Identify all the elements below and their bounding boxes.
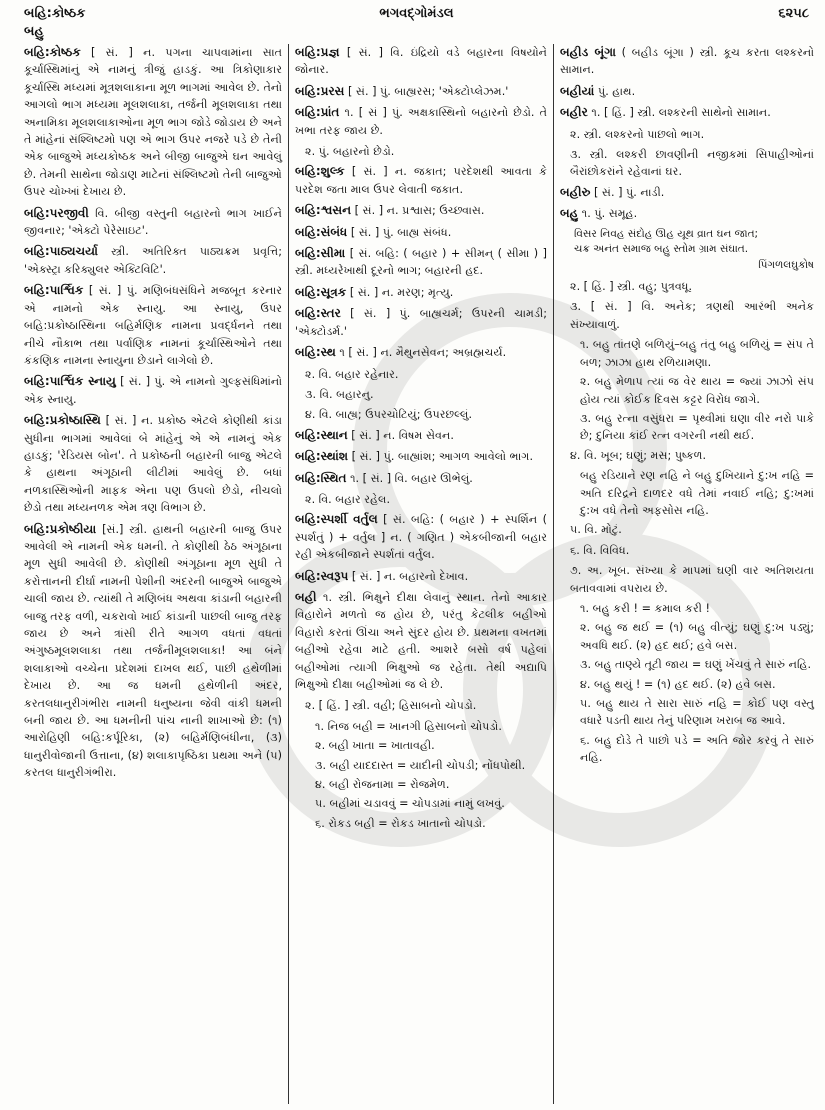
dictionary-entry [295, 202, 547, 219]
entry-headword: બહિ:પાઠ્યચર્યા [24, 244, 98, 259]
usage-example: ૩. બહુ રત્ના વસુંધરા = પૃથ્વીમાં ઘણા વીર નરો પાકે છે; દુનિયા કાંઈ રત્ન વગરની નથી થઈ. [580, 411, 814, 443]
entry-definition: સ્ત્રી. અતિરિક્ત પાઠ્યક્રમ પ્રવૃત્તિ; 'એક્સ્ટ્રા કરિક્યુલર એક્ટિવિટિ'. [24, 245, 282, 276]
dictionary-entry [560, 104, 814, 121]
column-2 [288, 44, 554, 1104]
dictionary-entry [295, 104, 547, 139]
quote-source: પિંગળલઘુકોષ [758, 258, 814, 271]
usage-example: ૧. નિજ બહી = ખાનગી હિસાબનો ચોપડો. [315, 719, 502, 733]
dictionary-entry [295, 344, 547, 361]
entry-headword: બહિ:પાર્શ્વિક [24, 283, 84, 298]
entry-definition: ૧. [ સં ] પું. અક્ષકાસ્થિનો બહારનો છેડો. તે ખભા તરફ જાય છે. [295, 106, 548, 137]
entry-definition: ૧. [ સં. ] વિ. બહાર ઊભેલું. [350, 471, 473, 485]
entry-headword: બહીયાં [560, 83, 595, 98]
column-3 [554, 44, 814, 1104]
entry-definition: ૧. [ હિં. ] સ્ત્રી. લશ્કરની સાથેનો સામાન. [591, 106, 771, 120]
entry-headword: બહિ:સ્થ [295, 345, 336, 360]
entry-definition: [ સં. ] પું. બાહ્યચર્મ; ઉપરની ચામડી; 'એક્ટોડર્મ.' [295, 307, 548, 338]
column-1 [24, 44, 288, 1104]
usage-example: ૫. બહુ થાય તે સારા સારું નહિ = કોઈ પણ વસ્તુ વધારે પડતી થાય તેનું પરિણામ ખરાબ જ આવે. [580, 697, 814, 728]
entry-definition: વિ. બીજી વસ્તુની બહારનો ભાગ ખાઈને જીવનાર; 'એક્ટો પેરેસાઇટ'. [24, 206, 282, 238]
entry-headword: બહિ:સંબંધ [295, 224, 348, 239]
entry-headword: બહિ:પ્રરસ [295, 83, 345, 98]
dictionary-entry [24, 44, 282, 201]
entry-definition: [ સં. ] ન. જકાત; પરદેશથી આવતા કે પરદેશ જતા માલ ઉપર લેવાતી જકાત. [295, 165, 547, 196]
sub-sense: ૫. વિ. મોટું. [570, 523, 622, 537]
entry-headword: બહિ:સ્થાંશ [295, 449, 349, 464]
entry-headword: બહિ:સ્તર [295, 306, 341, 321]
sub-sense: ૪. વિ. ખૂબ; ઘણું; મસ; પુષ્કળ. [570, 448, 707, 462]
entry-definition: [ સં. ] ન. બહારનો દેખાવ. [351, 569, 469, 583]
entry-definition: [ સં. ] ન. પગના ચાપવામાંના સાત કૂર્ચાસ્થિમાંનું એ નામનું ત્રીજું હાડકું. આ ત્રિકોણાકાર કૂર્ચાસ્થિ મધ્યમાં મૂત્રશલાકાના મૂળ ભાગમાં આવેલ છે. તેનો આગલો ભાગ મધ્યમા મૂલશલાકા, તર્જની મૂલશલાકા તથા અનામિકા મૂલશલાકાઓના મૂળ ભાગ જોડે જોડાય છે અને તે માંહેનાં સંશ્લિષ્ટમો પણ એ ભાગ ઉપર નજરે પડે છે તેની એક બાજુએ મધ્યકોષ્ઠક અને બીજી બાજુએ ઘન આવેલું છે. તેમની સાથેના જોડાણ માટેનાં સંશ્લિષ્ટમો તેની બાજુઓ ઉપર ચોખ્ખાં દેખાય છે. [24, 46, 282, 199]
entry-headword: બહિ:સીમા [295, 246, 346, 261]
usage-example: ૧. બહુ કરી ! = કમાલ કરી ! [580, 601, 710, 615]
entry-headword: બહીર [560, 105, 588, 120]
sub-sense: ૩. સ્ત્રી. લશ્કરી છાવણીની નજીકમાં સિપાહીઓનાં બૈરાંછોકરાંને રહેવાનાં ઘર. [570, 148, 814, 179]
sub-sense: ૨. [ હિં. ] સ્ત્રી. વહુ; પુત્રવધૂ. [570, 280, 693, 294]
entry-headword: બહુ [560, 206, 579, 221]
usage-example: ૪. બહુ થયું ! = (૧) હદ થઈ. (૨) હવે બસ. [580, 677, 776, 691]
usage-example: ૧. બહુ તાંતણે બળિયું–બહુ તંતુ બહુ બળિયું = સંપ તે બળ; ઝાઝા હાથ રળિયામણા. [580, 338, 814, 369]
entry-definition: [ સં. ] ન. વિષમ સેવન. [351, 428, 454, 442]
entry-headword: બહિ:કોષ્ઠક [24, 45, 81, 59]
sub-sense: ૩. [ સં. ] વિ. અનેક; ત્રણથી આરંભી અનેક સંખ્યાવાળું. [570, 300, 814, 331]
dictionary-entry [560, 83, 814, 100]
dictionary-entry [24, 282, 282, 369]
dictionary-entry [295, 470, 547, 487]
entry-headword: બહી [295, 589, 317, 604]
dictionary-entry [24, 412, 282, 516]
entry-headword: બહિ:સ્પર્શી વર્તુલ [295, 512, 378, 527]
entry-headword: બહીડ બૂંગા [560, 45, 616, 59]
entry-headword: બહિ:પરજીવી [24, 205, 89, 220]
entry-headword: બહિ:પ્રકોષ્ઠીયા [24, 521, 97, 536]
entry-definition: [ સં. ] પું. મણિબંધસંધિને મજબૂત કરનાર એ નામનો એક સ્નાયુ. આ સ્નાયુ, ઉપર બહિ:પ્રકોષ્ઠાસ્થિના બહિર્મણિક નામના પ્રવર્દ્ધનને તથા નીચે નૌકાભ તથા પર્વાણિક નામનાં કૂર્ચાસ્થિઓને તથા કંકણિક નામના સ્નાયુના છેડાને લાગેલો છે. [24, 284, 282, 367]
guideword-start: બહિ:કોષ્ઠક [24, 6, 86, 21]
dictionary-entry [295, 83, 547, 100]
entry-definition: પું. હાથ. [597, 84, 636, 98]
usage-example: ૨. બહુ મેળાપ ત્યાં જ વેર થાય = જ્યાં ઝાઝો સંપ હોય ત્યાં કોઈક દિવસ કટ્ટર વિરોધ જાગે. [580, 375, 814, 406]
usage-example: ૪. બહી રોજનામા = રોજમેળ. [315, 778, 450, 792]
sub-sense: ૩. વિ. બહારનુ. [305, 387, 374, 401]
entry-definition: [સં.] સ્ત્રી. હાથની બહારની બાજુ ઉપર આવેલી એ નામની એક ધમની. તે કોણીથી ઠેઠ અંગૂઠાના મૂળ સુધી આવેલી છે. કોણીથી અંગૂઠાના મૂળ સુધી તે કરોત્તાનની દીર્ઘા નામની પેશીની અંદરની બાજુએ બાજુએ ચાલી જાય છે. ત્યાંથી તે મણિબંધ અથવા કાંડાની બહારની બાજુ તરફ વળી, ચકરાવો ખાઈ કાંડાની પાછલી બાજુ તરફ જાય છે અને ત્રાંસી રીતે આગળ વધતાં વધતાં અંગુષ્ઠમૂલશલાકા તથા તર્જનીમૂલશલાકા! આ બંને શલાકાઓ વચ્ચેના પ્રદેશમાં દાખલ થઈ, પાછી હથેળીમાં દેખાય છે. આ જ ધમની હથેળીની અંદર, કરતલધાનુરીગંભીરા નામની ધનુષ્યના જેવી વાંકી ધમની બની જાય છે. આ ધમનીની પાંચ નાની શાખાઓ છે: (૧) આરોહિણી બહિ:કર્પૂરિકા, (૨) બહિર્મણિબંધીના, (૩) ધાનુરીવોજાની ઉત્તાના, (૪) શલાકાપૃષ્ઠિકા પ્રથમા અને (૫) કરતલ ધાનુરીગંભીરા. [24, 522, 282, 780]
dictionary-entry [24, 373, 282, 408]
entry-headword: બહિ:સૂત્રક [295, 284, 347, 299]
dictionary-entry [560, 205, 814, 222]
entry-definition: ૧. પું. સમૂહ. [581, 207, 638, 221]
entry-definition: ૧. સ્ત્રી. ભિક્ષુને દીક્ષા લેવાનું સ્થાન. તેનો આકાર વિહારોને મળતો જ હોય છે, પરંતુ કેટલીક બહીઓ વિહારો કરતાં ઊંચા અને સુંદર હોય છે. પ્રથમના વખતમાં બહીઓ રહેવા માટે હતી. આશરે બસો વર્ષ પહેલાં બહીઓમાં ત્યાગી ભિક્ષુઓ જ રહેતા. તેથી અદ્યાપિ ભિક્ષુઓ દીક્ષા બહીઓમાં જ લે છે. [295, 590, 547, 691]
sub-sense: ૨. વિ. બહાર રહેલ. [305, 492, 391, 506]
usage-example: ૨. બહુ જ થઈ = (૧) બહુ વીત્યું; ઘણું દુ:ખ પડ્યું; અવધિ થઈ. (૨) હદ થઈ; હવે બસ. [580, 621, 814, 652]
dictionary-entry [560, 184, 814, 201]
entry-definition: [ સં. ] ન. મરણ; મૃત્યુ. [349, 285, 454, 299]
dictionary-columns [24, 44, 814, 1104]
entry-headword: બહિ:પ્રાંત [295, 105, 340, 120]
usage-example: ૬. રોકડ બહી = રોકડ ખાતાનો ચોપડો. [315, 816, 486, 830]
usage-example: ૬. બહુ દોડે તે પાછો પડે = અતિ જોર કરવું તે સારું નહિ. [580, 733, 814, 765]
entry-headword: બહીરુ [560, 184, 591, 199]
entry-headword: બહિ:સ્થિત [295, 470, 347, 485]
sub-sense: ૨. વિ. બહાર રહેનાર. [305, 367, 399, 381]
entry-definition: [ સં. ] વિ. ઇંદ્રિયો વડે બહારના વિષયોને જોનાર. [295, 46, 547, 77]
dictionary-entry [24, 205, 282, 240]
usage-example: બહુ રડિયાને રણ નહિ ને બહુ દુખિયાને દુ:ખ નહિ = અતિ દરિદ્રને દાળદર વધે તેમાં નવાઈ નહિ; દુ:ખમાં દુ:ખ વધે તેનો અફસોસ નહિ. [580, 469, 814, 517]
dictionary-entry [295, 163, 547, 198]
entry-headword: બહિ:શ્વસન [295, 203, 352, 218]
dictionary-entry [295, 284, 547, 301]
dictionary-entry [24, 243, 282, 278]
sub-sense: ૪. વિ. બાહ્ય; ઉપરચોટિયું; ઉપરછલ્લું. [305, 408, 472, 422]
entry-definition: [ સં. ] પું. બાહ્યરસ; 'એક્ટોપ્લેઝમ.' [347, 84, 509, 98]
dictionary-title: ભગવદ્ગોમંડલ [379, 6, 454, 21]
dictionary-entry [295, 427, 547, 444]
entry-definition: [ સં. બહિ: ( બહાર ) + સ્પર્શિન ( સ્પર્શતું ) + વર્તુલ ] ન. ( ગણિત ) એકબીજાની બહાર રહી એકબીજાને સ્પર્શતાં વર્તુલ. [295, 513, 547, 562]
entry-definition: [ સં. ] પું. એ નામનો ગુલ્ફસંધિમાંનો એક સ્નાયુ. [24, 375, 282, 406]
dictionary-entry [295, 568, 547, 585]
entry-headword: બહિ:શુલ્ક [295, 164, 345, 179]
verse-quote: ચક્ર અનંત સમાજ બહુ સ્તોમ ગ્રામ સંઘાત. [574, 242, 749, 255]
dictionary-entry [24, 521, 282, 782]
dictionary-entry [560, 44, 814, 79]
entry-definition: [ સં. ] ન. પ્રશ્વાસ; ઉચ્છ્વાસ. [354, 204, 485, 218]
entry-headword: બહિ:પ્રકોષ્ઠાસ્થિ [24, 413, 101, 428]
entry-headword: બહિ:સ્થાન [295, 427, 348, 442]
entry-definition: [ સં. ] ન. પ્રકોષ્ઠ એટલે કોણીથી કાંડા સુધીના ભાગમાં આવેલાં બે માંહેનું એ એ નામનું એક હાડકું; 'રેડિયસ બોન'. તે પ્રકોષ્ઠની બહારની બાજુ એટલે કે હાથના અંગૂઠાની લીટીમાં આવેલું છે. બધાં નળકાસ્થિઓની માફક એના પણ ઉપલો છેડો, નીચલો છેડો તથા મધ્યનળક એમ ત્રણ વિભાગ છે. [24, 414, 282, 515]
entry-definition: [ સં. ] પું. બાહ્યાંશ; આગળ આવેલો ભાગ. [351, 450, 534, 464]
usage-example: ૫. બહીમાં ચડાવવું = ચોપડામાં નામું લખવું. [315, 797, 505, 811]
entry-headword: બહિ:સ્વરૂપ [295, 568, 349, 583]
sub-sense: ૨. પું. બહારનો છેડો. [305, 145, 395, 159]
dictionary-entry [295, 224, 547, 241]
guideword-end: બહુ [24, 24, 44, 39]
entry-definition: ( બહીડ બૂંગા ) સ્ત્રી. કૂચ કરતા લશ્કરનો સામાન. [560, 46, 815, 77]
dictionary-entry [295, 245, 547, 280]
entry-definition: [ સં. બહિ: ( બહાર ) + સીમન્ ( સીમા ) ] સ્ત્રી. મધ્યરેખાથી દૂરનો ભાગ; બહારની હદ. [295, 247, 547, 278]
dictionary-entry [295, 305, 547, 340]
sub-sense: ૭. અ. ખૂબ. સંખ્યા કે માપમાં ઘણી વાર અતિશયતા બતાવવામાં વપરાય છે. [570, 564, 814, 595]
dictionary-entry [295, 511, 547, 563]
entry-headword: બહિ:પાર્શ્વિક સ્નાયુ [24, 374, 116, 389]
page-number: ૬૨૫૮ [778, 6, 809, 21]
entry-headword: બહિ:પ્રજ્ઞ [295, 45, 340, 59]
sub-sense: ૨. સ્ત્રી. લશ્કરનો પાછલો ભાગ. [570, 127, 705, 141]
dictionary-entry [295, 44, 547, 79]
verse-quote: વિસર નિવહ સંદોહ ઊહ યૂથ વ્રાત ઘન જાત; [574, 227, 759, 240]
sub-sense: ૬. વિ. વિવિધ. [570, 543, 630, 557]
dictionary-entry [295, 589, 547, 693]
page-header [24, 6, 809, 42]
entry-definition: [ સં. ] પું. બાહ્ય સંબંધ. [350, 225, 452, 239]
dictionary-entry [295, 448, 547, 465]
usage-example: ૩. બહુ તાણ્યે તૂટી જાય = ઘણું ખેંચવું તે સારું નહિ. [580, 658, 812, 672]
usage-example: ૨. બહી ખાતા = ખાતાવહી. [315, 739, 435, 753]
usage-example: ૩. બહી યાદદાસ્ત = યાદીની ચોપડી; નોંધપોથી. [315, 758, 526, 772]
sub-sense: ૨. [ હિં. ] સ્ત્રી. વહી; હિસાબનો ચોપડો. [305, 699, 477, 713]
entry-definition: [ સં. ] પું. નાડી. [593, 185, 665, 199]
entry-definition: ૧ [ સં. ] ન. મૈથુનસેવન; અબ્રહ્મચર્ય. [339, 346, 507, 360]
